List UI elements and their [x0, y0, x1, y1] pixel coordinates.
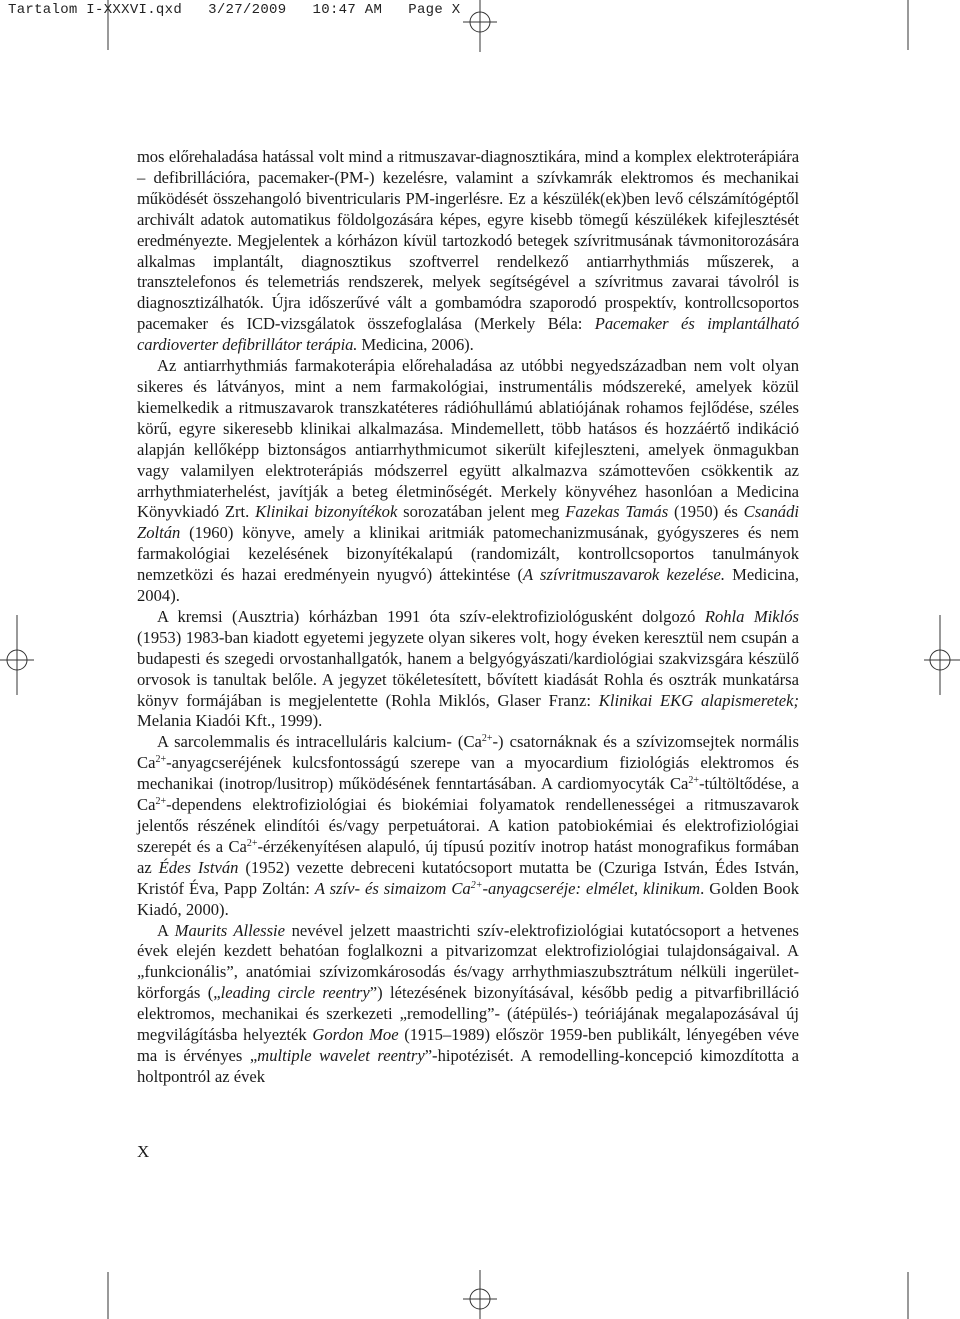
superscript: 2+: [246, 837, 258, 849]
registration-mark-right: [920, 615, 960, 695]
paragraph: [137, 356, 799, 607]
crop-mark-top-line-left: [107, 0, 109, 50]
text-run: A kremsi (Ausztria) kórházban 1991 óta szív-elektrofiziológusként dolgozó: [157, 606, 705, 626]
italic-text: A szív- és simaizom Ca: [314, 878, 471, 898]
text-run: nevével jelzett maastrichti szív-elektrofiziológiai kutatócsoport a hetvenes évek elején kezdett behatóan foglalkozni a pitvarizomzat elektrofiziológiai tulajdonságaival. A „funkcionális”, anatómiai szívizomkárosodás és/vagy arrhythmiaszubsztrátum nélküli ingerület-körforgás („: [137, 920, 800, 1003]
paragraph: [137, 732, 799, 920]
italic-text: Maurits Allessie: [174, 920, 286, 940]
text-run: (1960) könyve, amely a klinikai aritmiák patomechanizmusának, gyógyszeres és nem farmakológiai kezelésének bizonyítékalapú (randomizált, kontrollcsoportos tanulmányok nemzetközi és hazai eredményein nyugvó) áttekintése (: [137, 523, 799, 585]
text-run: -dependens elektrofiziológiai és biokémiai folyamatok rendellenességei a ritmuszavarok jelentős részének elindítói és/vagy perpetuátorai. A kation patobiokémiai és elektrofiziológiai szerepét és a Ca: [137, 795, 799, 856]
text-run: ”) létezésének bizonyításával, később pedig a pitvarfibrilláció elektromos, mechanikai és szerkezeti „remodelling”- (átépülés-) teóriájának megalapozásával új megvilágításba helyezték: [137, 983, 799, 1045]
italic-text: Rohla Miklós: [704, 606, 799, 626]
text-run: (1953) 1983-ban kiadott egyetemi jegyzete olyan sikeres volt, hogy éveken keresztül nem csupán a budapesti és szegedi orvostanhallgatók, hanem a belgyógyászati/kardiológiai szakvizsgára készülő orvosok is tanultak belőle. A jegyzet tökéletesített, bővített kiadását Rohla és osztrák munkatársa könyv formájában is megjelentette (Rohla Miklós, Glaser Franz:: [137, 627, 799, 710]
italic-text: Édes István: [158, 857, 239, 877]
text-run: A: [157, 920, 175, 940]
text-run: A sarcolemmalis és intracelluláris kalcium- (Ca: [157, 732, 482, 752]
italic-text: Pacemaker és implantálható cardioverter defibrillátor terápia.: [137, 314, 800, 355]
page-number: X: [137, 1142, 150, 1161]
crop-mark-bottom-line-right: [907, 1272, 909, 1319]
registration-mark-left: [0, 615, 40, 695]
italic-text: multiple wavelet reentry: [257, 1045, 425, 1065]
text-run: -anyagcseréjének kulcsfontosságú szerepe van a myocardium fiziológiás elektromos és mechanikai (inotrop/lusitrop) működésének fenntartásában. A cardiomyocyták Ca: [137, 753, 799, 794]
text-run: -) csatornáknak és a szívizomsejtek normális Ca: [137, 732, 799, 773]
text-run: -érzékenyítésen alapuló, új típusú pozitív inotrop hatást monografikus formában az: [137, 836, 799, 877]
italic-text: Klinikai EKG alapismeretek;: [598, 690, 799, 710]
paragraph: [137, 921, 799, 1088]
italic-text: A szívritmuszavarok kezelése.: [523, 565, 725, 585]
text-run: mos előrehaladása hatással volt mind a ritmuszavar-diagnosztikára, mind a komplex elektroterápiára – defibrillációra, pacemaker-(PM-) kezelésre, valamint a szívkamrák elektromos és mechanikai működését összehangoló biventricularis PM-ingerlésre. Ez a készülék(ek)ben levő célszámítógéptől archivált adatok automatikus földolgozására képes, egyre kisebb tömegű készülékek kifejlesztését eredményezte. Megjelentek a kórházon kívül tartozkodó betegek szívritmusának távmonitorozására alkalmas implantált, diagnosztikus szoftverrel rendelkező antiarrhythmiás műszerek, a transztelefonos és telemetriás rendszerek, melyek segítségével a szívritmus zavarai távolról is diagnosztizálhatók. Újra időszerűvé vált a gombamódra szaporodó prospektív, kontrollcsoportos pacemaker és ICD-vizsgálatok összefoglalása (Merkely Béla:: [137, 147, 799, 334]
text-run: Melania Kiadói Kft., 1999).: [137, 711, 323, 731]
text-run: sorozatában jelent meg: [397, 502, 566, 522]
superscript: 2+: [155, 754, 167, 766]
text-run: (1915–1989) először 1959-ben publikált, lényegében véve ma is érvényes „: [137, 1025, 799, 1065]
italic-text: Klinikai bizonyítékok: [255, 502, 398, 522]
superscript: 2+: [470, 879, 483, 891]
italic-text: Csanádi Zoltán: [137, 502, 799, 543]
crop-mark-top-line-right: [907, 0, 909, 50]
text-run: . Golden Book Kiadó, 2000).: [137, 878, 799, 919]
italic-text: Gordon Moe: [312, 1025, 399, 1045]
italic-text: leading circle reentry: [220, 983, 370, 1003]
registration-mark-bottom: [455, 1270, 505, 1319]
crop-mark-bottom-line-left: [107, 1272, 109, 1319]
print-slug: Tartalom I-XXXVI.qxd 3/27/2009 10:47 AM Page X: [8, 2, 461, 18]
text-run: ”-hipotézisét. A remodelling-koncepció kimozdította a holtpontról az évek: [137, 1045, 800, 1086]
paragraph: [137, 147, 799, 356]
superscript: 2+: [155, 796, 167, 808]
body-text: [137, 147, 799, 1088]
text-run: Az antiarrhythmiás farmakoterápia előrehaladása az utóbbi negyedszázadban nem volt olyan sikeres és látványos, mint a nem farmakológiai, instrumentális módszereké, amelyek közül kiemelkedik a ritmuszavarok transzkatéteres rádióhullámú ablatiójának rohamos fejlődése, széles körű, egyre sikeresebb klinikai alkalmazása. Mindemellett, több hatásos és hozzáértő indikáció alapján kellőképp biztonságos antiarrhythmicumot sikerült kifejleszteni, amelyek önmagukban vagy valamilyen elektroterápiás módszerrel együtt alkalmazva számottevően csökkentik az arrhythmiaterhelést, javítják a beteg életminőségét. Merkely könyvéhez hasonlóan a Medicina Könyvkiadó Zrt.: [137, 356, 799, 522]
superscript: 2+: [688, 775, 700, 787]
crop-mark-top-left: [455, 0, 505, 52]
italic-text: Fazekas Tamás: [565, 502, 669, 522]
text-run: Medicina, 2006).: [357, 335, 474, 355]
text-run: (1950) és: [668, 502, 744, 522]
paragraph: [137, 607, 799, 732]
text-run: Medicina, 2004).: [137, 565, 799, 606]
text-run: -túltöltődése, a Ca: [137, 774, 799, 815]
superscript: 2+: [481, 733, 493, 745]
text-run: (1952) vezette debreceni kutatócsoport mutatta be (Czuriga István, Édes István, Kristóf Éva, Papp Zoltán:: [137, 857, 799, 898]
italic-text: -anyagcseréje: elmélet, klinikum: [482, 878, 701, 898]
